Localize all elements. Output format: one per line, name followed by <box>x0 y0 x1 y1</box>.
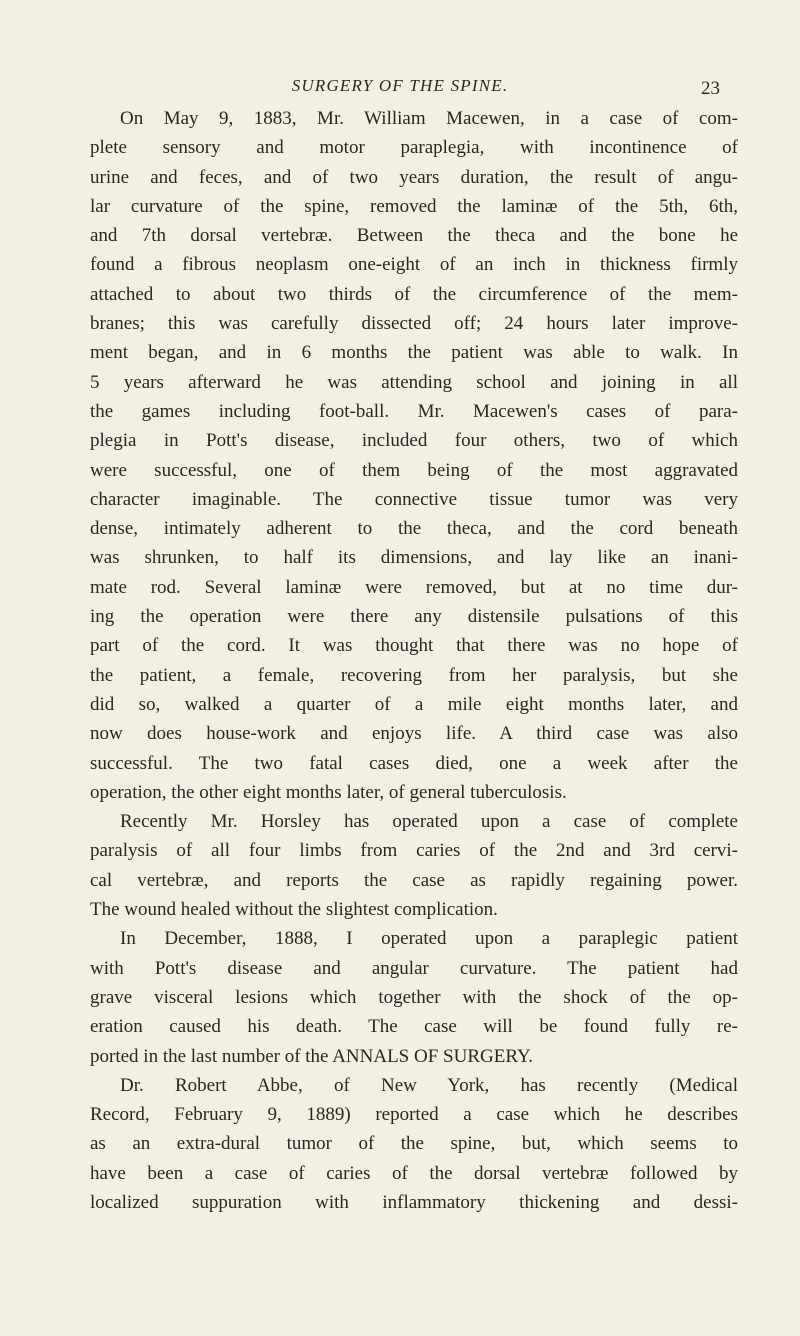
text-line: eration caused his death. The case will be found fully re- <box>90 1016 738 1038</box>
text-line: were successful, one of them being of the most aggravated <box>90 459 738 481</box>
text-line: dense, intimately adherent to the theca, and the cord beneath <box>90 518 738 540</box>
text-line: Recently Mr. Horsley has operated upon a case of complete <box>120 811 738 833</box>
text-line: successful. The two fatal cases died, one a week after the <box>90 752 738 774</box>
text-line: On May 9, 1883, Mr. William Macewen, in a case of com- <box>120 108 738 129</box>
text-line: branes; this was carefully dissected off; 24 hours later improve- <box>90 313 738 335</box>
text-line: In December, 1888, I operated upon a paraplegic patient <box>120 928 738 950</box>
text-line: Dr. Robert Abbe, of New York, has recently (Medical <box>120 1074 738 1096</box>
text-line: The wound healed without the slightest complication. <box>90 899 498 921</box>
text-line: 5 years afterward he was attending school and joining in all <box>90 371 738 393</box>
text-line: grave visceral lesions which together with the shock of the op- <box>90 986 738 1008</box>
text-line: the games including foot-ball. Mr. Macewen's cases of para- <box>90 400 738 422</box>
text-line: operation, the other eight months later, of general tuberculosis. <box>90 781 567 803</box>
text-line: lar curvature of the spine, removed the laminæ of the 5th, 6th, <box>90 195 738 217</box>
text-line: the patient, a female, recovering from her paralysis, but she <box>90 664 738 686</box>
text-line: and 7th dorsal vertebræ. Between the theca and the bone he <box>90 225 738 247</box>
text-line: now does house-work and enjoys life. A third case was also <box>90 723 738 745</box>
text-line: attached to about two thirds of the circumference of the mem- <box>90 283 738 305</box>
text-line: cal vertebræ, and reports the case as rapidly regaining power. <box>90 869 738 891</box>
page-number: 23 <box>701 78 720 99</box>
text-line: have been a case of caries of the dorsal vertebræ followed by <box>90 1162 738 1184</box>
text-line: character imaginable. The connective tissue tumor was very <box>90 488 738 510</box>
text-line: paralysis of all four limbs from caries of the 2nd and 3rd cervi- <box>90 840 738 862</box>
text-line: with Pott's disease and angular curvature. The patient had <box>90 957 738 979</box>
text-line: plegia in Pott's disease, included four others, two of which <box>90 430 738 452</box>
text-line: Record, February 9, 1889) reported a case which he describes <box>90 1104 738 1126</box>
text-line: as an extra-dural tumor of the spine, but, which seems to <box>90 1133 738 1155</box>
text-line: localized suppuration with inflammatory thickening and dessi- <box>90 1191 738 1213</box>
text-line: did so, walked a quarter of a mile eight months later, and <box>90 693 738 715</box>
text-line: plete sensory and motor paraplegia, with incontinence of <box>90 137 738 159</box>
text-line: part of the cord. It was thought that there was no hope of <box>90 635 738 657</box>
text-line: mate rod. Several laminæ were removed, but at no time dur- <box>90 576 738 598</box>
body-text <box>90 104 738 1217</box>
text-line: ported in the last number of the ANNALS OF SURGERY. <box>90 1045 533 1067</box>
text-line: ing the operation were there any distensile pulsations of this <box>90 606 738 628</box>
text-line: ment began, and in 6 months the patient was able to walk. In <box>90 342 738 364</box>
text-line: was shrunken, to half its dimensions, and lay like an inani- <box>90 547 738 569</box>
text-line: found a fibrous neoplasm one-eight of an inch in thickness firmly <box>90 254 738 276</box>
text-line: urine and feces, and of two years duration, the result of angu- <box>90 166 738 188</box>
running-title: SURGERY OF THE SPINE. <box>291 76 509 95</box>
